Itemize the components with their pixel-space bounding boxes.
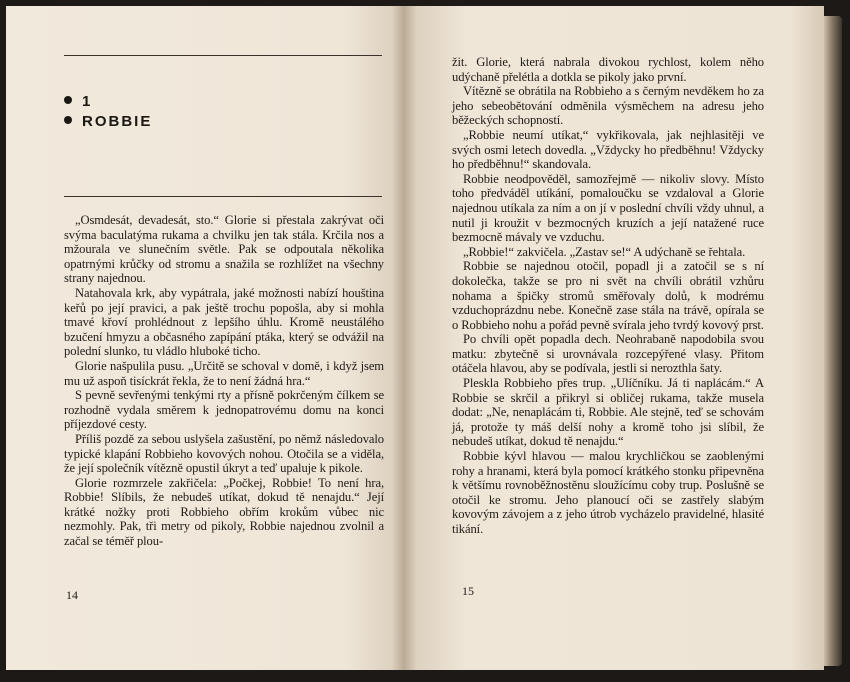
left-page-body-text — [64, 213, 384, 549]
bullet-icon — [64, 116, 72, 124]
chapter-number: 1 — [64, 93, 92, 110]
left-page — [6, 6, 404, 670]
paragraph: Vítězně se obrátila na Robbieho a s černým nevděkem ho za jeho sebeobětování odměnila výsměchem na adresu jeho běžeckých schopností. — [452, 84, 764, 128]
book-spread — [6, 6, 844, 674]
paragraph: Glorie našpulila pusu. „Určitě se schoval v domě, i když jsem mu už aspoň tisíckrát řekla, že to není žádná hra.“ — [64, 358, 384, 388]
paragraph: Robbie se najednou otočil, popadl ji a zatočil se s ní dokolečka, takže se pro ni svět na chvíli obrátil vzhůru nohama a špičky stromů směřovaly dolů, k modrému vzduchoprázdnu nebe. Konečně zase stála na trávě, opírala se o Robbieho nohu a pořád pevně svírala jeho tvrdý kovový prst. — [452, 259, 764, 332]
paragraph: Po chvíli opět popadla dech. Neohrabaně napodobila svou matku: zbytečně si urovnávala rozcepýřené vlasy. Přitom otáčela hlavou, aby se podívala, jestli si nerozthla šaty. — [452, 332, 764, 376]
paragraph: „Robbie neumí utíkat,“ vykřikovala, jak nejhlasitěji ve svých osmi letech dovedla. „Vždycky ho předběhnu! Vždycky ho předběhnu!“ skandovala. — [452, 127, 764, 172]
paragraph: žit. Glorie, která nabrala divokou rychlost, kolem něho udýchaně přelétla a dotkla se pikoly jako první. — [452, 55, 764, 84]
bullet-icon — [64, 96, 72, 104]
paragraph: Natahovala krk, aby vypátrala, jaké možnosti nabízí houština keřů po její pravici, a pak ještě trochu popošla, aby si mohla tmavé křoví prohlédnout z lepšího úhlu. Kromě neustálého bzučení hmyzu a občasného zapípání ptáka, který se odvážil na polední slunko, tu vládlo hluboké ticho. — [64, 285, 384, 359]
paragraph: Robbie neodpověděl, samozřejmě — nikoliv slovy. Místo toho předváděl utíkání, pomaloučku se vzdaloval a Glorie najednou utíkala za ním a on jí v poslední chvíli vždy uhnul, a nutil ji kroužit v bezmocných kruzích a její natažené ruce bezmocně mávaly ve vzduchu. — [452, 171, 764, 245]
chapter-bottom-rule — [64, 196, 382, 197]
right-page — [404, 6, 824, 670]
paragraph: Robbie kývl hlavou — malou krychličkou se zaoblenými rohy a hranami, která byla pomocí krátkého stonku připevněna k většímu rovnoběžnostěnu sloužícímu coby trup. Poslušně se otočil ke stromu. Jeho planoucí oči se zastřely slabým kovovým závojem a z jeho útrob vycházelo pravidelné, hlasité tikání. — [452, 449, 764, 536]
paragraph: „Robbie!“ zakvičela. „Zastav se!“ A udýchaně se řehtala. — [463, 244, 746, 259]
paragraph: „Osmdesát, devadesát, sto.“ Glorie si přestala zakrývat oči svýma baculatýma rukama a chvilku jen tak stála. Krčila nos a mžourala ve slunečním světle. Pak se odpoutala několika opatrnými krůčky od stromu a snažila se rozhlížet na všechny strany najednou. — [64, 213, 384, 286]
right-page-body-text — [452, 55, 764, 537]
chapter-top-rule — [64, 55, 382, 56]
paragraph: S pevně sevřenými tenkými rty a přísně pokrčeným čílkem se rozhodně vydala směrem k jednopatrovému domu na konci příjezdové cesty. — [64, 388, 384, 432]
paragraph: Glorie rozmrzele zakřičela: „Počkej, Robbie! To není hra, Robbie! Slíbils, že nebudeš utíkat, dokud tě nenajdu.“ Její krátké nožky proti Robbieho obřím krokům vůbec nic nezmohly. Pak, tři metry od pikoly, Robbie najednou zvolnil a začal se téměř plou- — [64, 475, 384, 549]
paragraph: Pleskla Robbieho přes trup. „Ulíčníku. Já ti naplácám.“ A Robbie se skrčil a přikryl si obličej rukama, takže musela dodat: „Ne, nenaplácám ti, Robbie. Ale stejně, teď se schovám já, protože ty máš delší nohy a kromě toho jsi slíbil, že nebudeš utíkat, dokud tě nenajdu.“ — [452, 376, 764, 449]
chapter-title: ROBBIE — [64, 113, 152, 130]
page-number: 15 — [462, 584, 474, 598]
page-number: 14 — [66, 588, 78, 602]
page-block-edge — [824, 16, 842, 666]
paragraph: Příliš pozdě za sebou uslyšela zašustění, po němž následovalo typické klapání Robbieho kovových nohou. Otočila se a viděla, že její společník vítězně opustil úkryt a teď upaluje k pikole. — [64, 431, 384, 476]
